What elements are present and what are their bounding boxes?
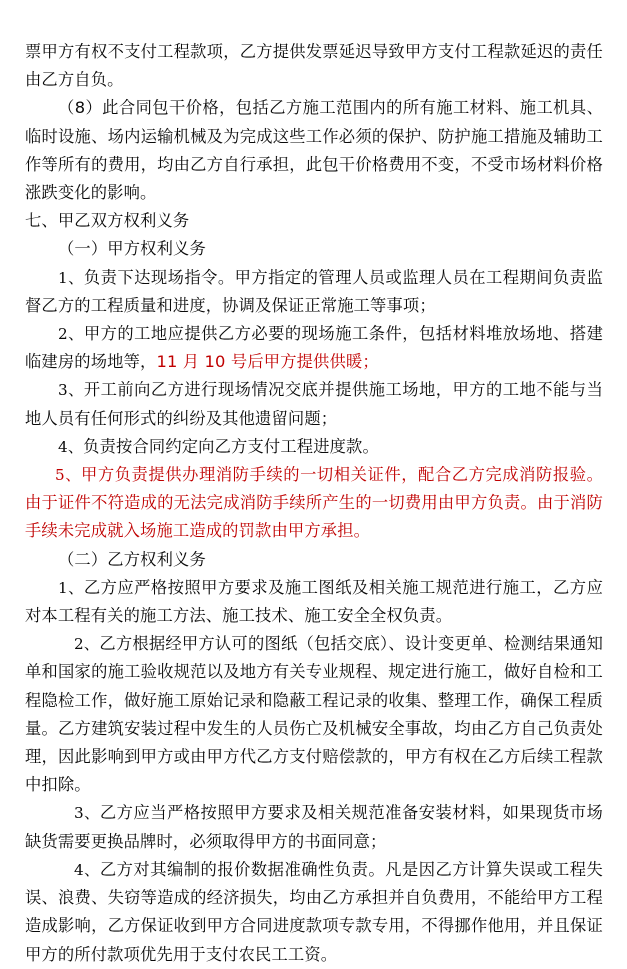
list-item <box>25 574 603 630</box>
list-item-text: 乙方对其编制的报价数据准确性负责。凡是因乙方计算失误或工程失误、浪费、失窃等造成的经济损失，均由乙方承担并自负费用，不能给甲方工程造成影响，乙方保证收到甲方合同进度款项专款专用，不得挪作他用，并且保证甲方的所付款项优先用于支付农民工工资。 <box>25 859 603 964</box>
subsection-heading-text: （二）乙方权利义务 <box>58 549 206 569</box>
section-heading <box>25 207 603 235</box>
list-item <box>25 799 603 855</box>
list-item-text: 负责下达现场指令。甲方指定的管理人员或监理人员在工程期间负责监督乙方的工程质量和进度，协调及保证正常施工等事项； <box>25 267 603 315</box>
list-item-text: 甲方的工地应提供乙方必要的现场施工条件，包括材料堆放场地、搭建临建房的场地等， <box>25 324 603 372</box>
list-item-text: 开工前向乙方进行现场情况交底并提供施工场地，甲方的工地不能与当地人员有任何形式的纠纷及其他遗留问题； <box>25 380 603 428</box>
list-item-highlighted <box>25 461 603 546</box>
paragraph <box>25 94 603 207</box>
highlighted-text: 11 月 10 号后甲方提供供暖； <box>156 352 379 372</box>
list-item-number: 2、 <box>58 325 84 344</box>
list-item-text: 乙方应当严格按照甲方要求及相关规范准备安装材料，如果现货市场缺货需要更换品牌时，必须取得甲方的书面同意； <box>25 803 603 851</box>
list-item-number: 3、 <box>58 381 84 400</box>
list-item <box>25 376 603 432</box>
list-item-text: 乙方根据经甲方认可的图纸（包括交底）、设计变更单、检测结果通知单和国家的施工验收规范以及地方有关专业规程、规定进行施工，做好自检和工程隐检工作，做好施工原始记录和隐蔽工程记录的收集、整理工作，确保工程质量。乙方建筑安装过程中发生的人员伤亡及机械安全事故，均由乙方自己负责处理，因此影响到甲方或由甲方代乙方支付赔偿款的，甲方有权在乙方后续工程款中扣除。 <box>25 634 604 795</box>
subsection-heading-text: （一）甲方权利义务 <box>58 239 206 259</box>
list-item <box>25 630 603 799</box>
list-item <box>25 433 603 461</box>
list-item-number: 3、 <box>74 804 100 823</box>
list-item-number: 1、 <box>58 268 84 287</box>
list-item-number: 1、 <box>58 578 84 597</box>
subsection-heading <box>25 546 603 574</box>
paragraph-text: 票甲方有权不支付工程款项，乙方提供发票延迟导致甲方支付工程款延迟的责任由乙方自负。 <box>25 42 603 90</box>
list-item <box>25 856 603 969</box>
list-item-number: 5、 <box>55 466 81 485</box>
section-heading-text: 七、甲乙双方权利义务 <box>25 211 190 231</box>
list-item-text: 甲方负责提供办理消防手续的一切相关证件，配合乙方完成消防报验。由于证件不符造成的无法完成消防手续所产生的一切费用由甲方负责。由于消防手续未完成就入场施工造成的罚款由甲方承担。 <box>25 465 603 541</box>
list-item <box>25 320 603 376</box>
subsection-heading <box>25 235 603 263</box>
list-item <box>25 264 603 320</box>
paragraph <box>25 38 603 94</box>
list-item-number: 4、 <box>58 437 84 456</box>
list-item-text: 乙方应严格按照甲方要求及施工图纸及相关施工规范进行施工，乙方应对本工程有关的施工方法、施工技术、施工安全全权负责。 <box>25 577 603 626</box>
paragraph-text: （8）此合同包干价格，包括乙方施工范围内的所有施工材料、施工机具、临时设施、场内运输机械及为完成这些工作必须的保护、防护施工措施及辅助工作等所有的费用，均由乙方自行承担，此包干价格费用不变，不受市场材料价格涨跌变化的影响。 <box>25 98 603 203</box>
document-body <box>25 38 603 969</box>
list-item-number: 2、 <box>74 635 100 654</box>
list-item-text: 负责按合同约定向乙方支付工程进度款。 <box>83 436 379 456</box>
list-item-number: 4、 <box>74 860 100 879</box>
